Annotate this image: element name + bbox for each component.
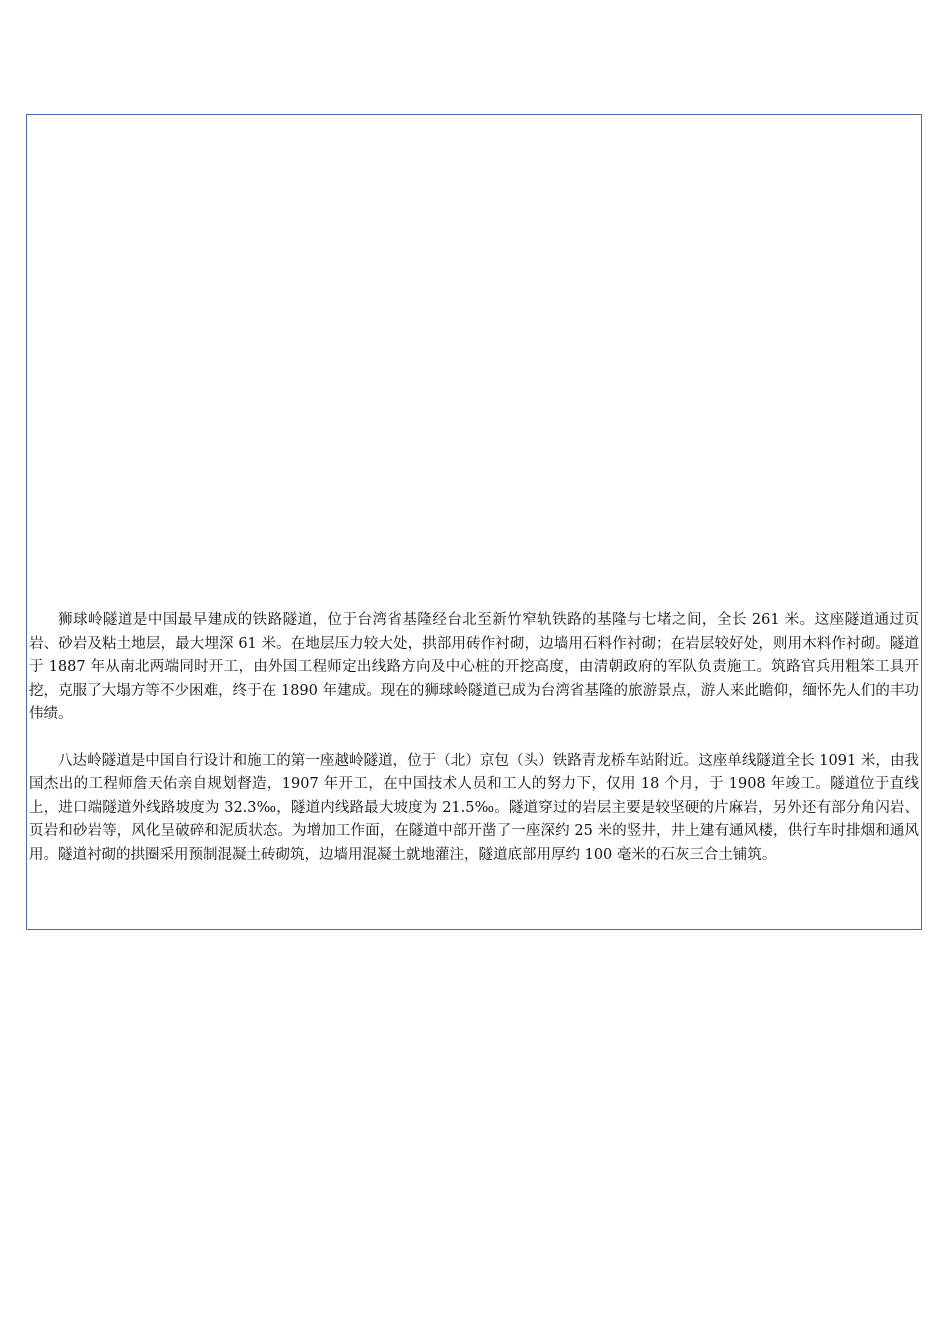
text-frame — [26, 114, 922, 930]
paragraph-shiqiuling-tunnel: 狮球岭隧道是中国最早建成的铁路隧道，位于台湾省基隆经台北至新竹窄轨铁路的基隆与七堵之间，全长 261 米。这座隧道通过页岩、砂岩及粘土地层，最大埋深 61 米。在地层压力较大处，拱部用砖作衬砌，边墙用石料作衬砌；在岩层较好处，则用木料作衬砌。隧道于 1887 年从南北两端同时开工，由外国工程师定出线路方向及中心桩的开挖高度，由清朝政府的军队负责施工。筑路官兵用粗笨工具开挖，克服了大塌方等不少困难，终于在 1890 年建成。现在的狮球岭隧道已成为台湾省基隆的旅游景点，游人来此瞻仰，缅怀先人们的丰功伟绩。 — [29, 612, 919, 722]
paragraph-badaling-tunnel: 八达岭隧道是中国自行设计和施工的第一座越岭隧道，位于（北）京包（头）铁路青龙桥车站附近。这座单线隧道全长 1091 米，由我国杰出的工程师詹天佑亲自规划督造，1907 年开工，在中国技术人员和工人的努力下，仅用 18 个月，于 1908 年竣工。隧道位于直线上，进口端隧道外线路坡度为 32.3‰，隧道内线路最大坡度为 21.5‰。隧道穿过的岩层主要是较坚硬的片麻岩，另外还有部分角闪岩、页岩和砂岩等，风化呈破碎和泥质状态。为增加工作面，在隧道中部开凿了一座深约 25 米的竖井，井上建有通风楼，供行车时排烟和通风用。隧道衬砌的拱圈采用预制混凝土砖砌筑，边墙用混凝土就地灌注，隧道底部用厚约 100 毫米的石灰三合土铺筑。 — [29, 752, 919, 863]
text-body — [29, 609, 919, 867]
